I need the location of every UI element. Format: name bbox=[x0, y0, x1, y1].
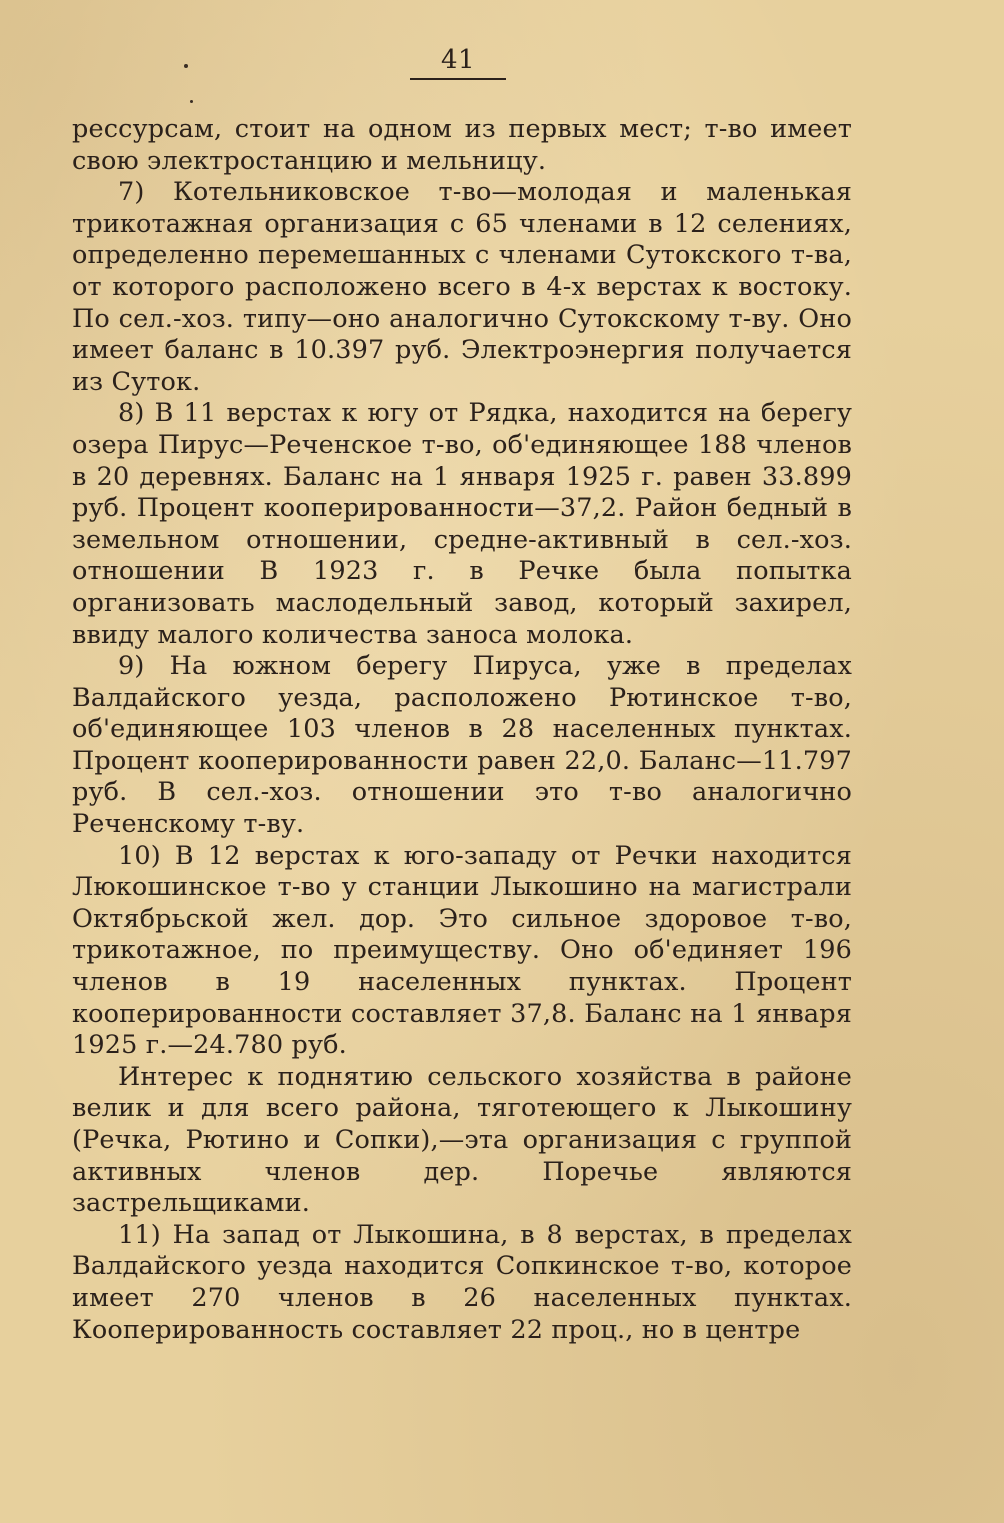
page-number-rule bbox=[410, 78, 506, 80]
paragraph-continuation: рессурсам, стоит на одном из первых мест; т-во имеет свою электростанцию и мельницу. bbox=[72, 114, 852, 176]
body-text bbox=[72, 114, 852, 1346]
paragraph-sopkinskoe: 11) На запад от Лыкошина, в 8 верстах, в пределах Валдайского уезда находится Сопкинское т-во, которое имеет 270 членов в 26 населенных пунктах. Кооперированность составляет 22 проц., но в центре bbox=[72, 1219, 852, 1345]
print-speck bbox=[184, 64, 188, 68]
paragraph-rechenskoe: 8) В 11 верстах к югу от Рядка, находится на берегу озера Пирус—Реченское т-во, об'единяющее 188 членов в 20 деревнях. Баланс на 1 января 1925 г. равен 33.899 руб. Процент кооперированности—37,2. Район бедный в земельном отношении, средне-активный в сел.-хоз. отношении В 1923 г. в Речке была попытка организовать маслодельный завод, который захирел, ввиду малого количества заноса молока. bbox=[72, 398, 852, 650]
paragraph-ryutinskoe: 9) На южном берегу Пируса, уже в пределах Валдайского уезда, расположено Рютинское т-во, об'единяющее 103 членов в 28 населенных пунктах. Процент кооперированности равен 22,0. Баланс—11.797 руб. В сел.-хоз. отношении это т-во аналогично Реченскому т-ву. bbox=[72, 651, 852, 840]
page-number: 41 bbox=[440, 45, 476, 75]
paragraph-kotelnikovskoe: 7) Котельниковское т-во—молодая и маленькая трикотажная организация с 65 членами в 12 селениях, определенно перемешанных с членами Сутокского т-ва, от которого расположено всего в 4-х верстах к востоку. По сел.-хоз. типу—оно аналогично Сутокскому т-ву. Оно имеет баланс в 10.397 руб. Электроэнергия получается из Суток. bbox=[72, 177, 852, 397]
print-speck bbox=[190, 100, 193, 103]
paragraph-lyukoshinskoe: 10) В 12 верстах к юго-западу от Речки находится Люкошинское т-во у станции Лыкошино на магистрали Октябрьской жел. дор. Это сильное здоровое т-во, трикотажное, по преимуществу. Оно об'единяет 196 членов в 19 населенных пунктах. Процент кооперированности составляет 37,8. Баланс на 1 января 1925 г.—24.780 руб. bbox=[72, 840, 852, 1061]
paragraph-interest: Интерес к поднятию сельского хозяйства в районе велик и для всего района, тяготеющего к Лыкошину (Речка, Рютино и Сопки),—эта организация с группой активных членов дер. Поречье являются застрельщиками. bbox=[72, 1061, 852, 1219]
